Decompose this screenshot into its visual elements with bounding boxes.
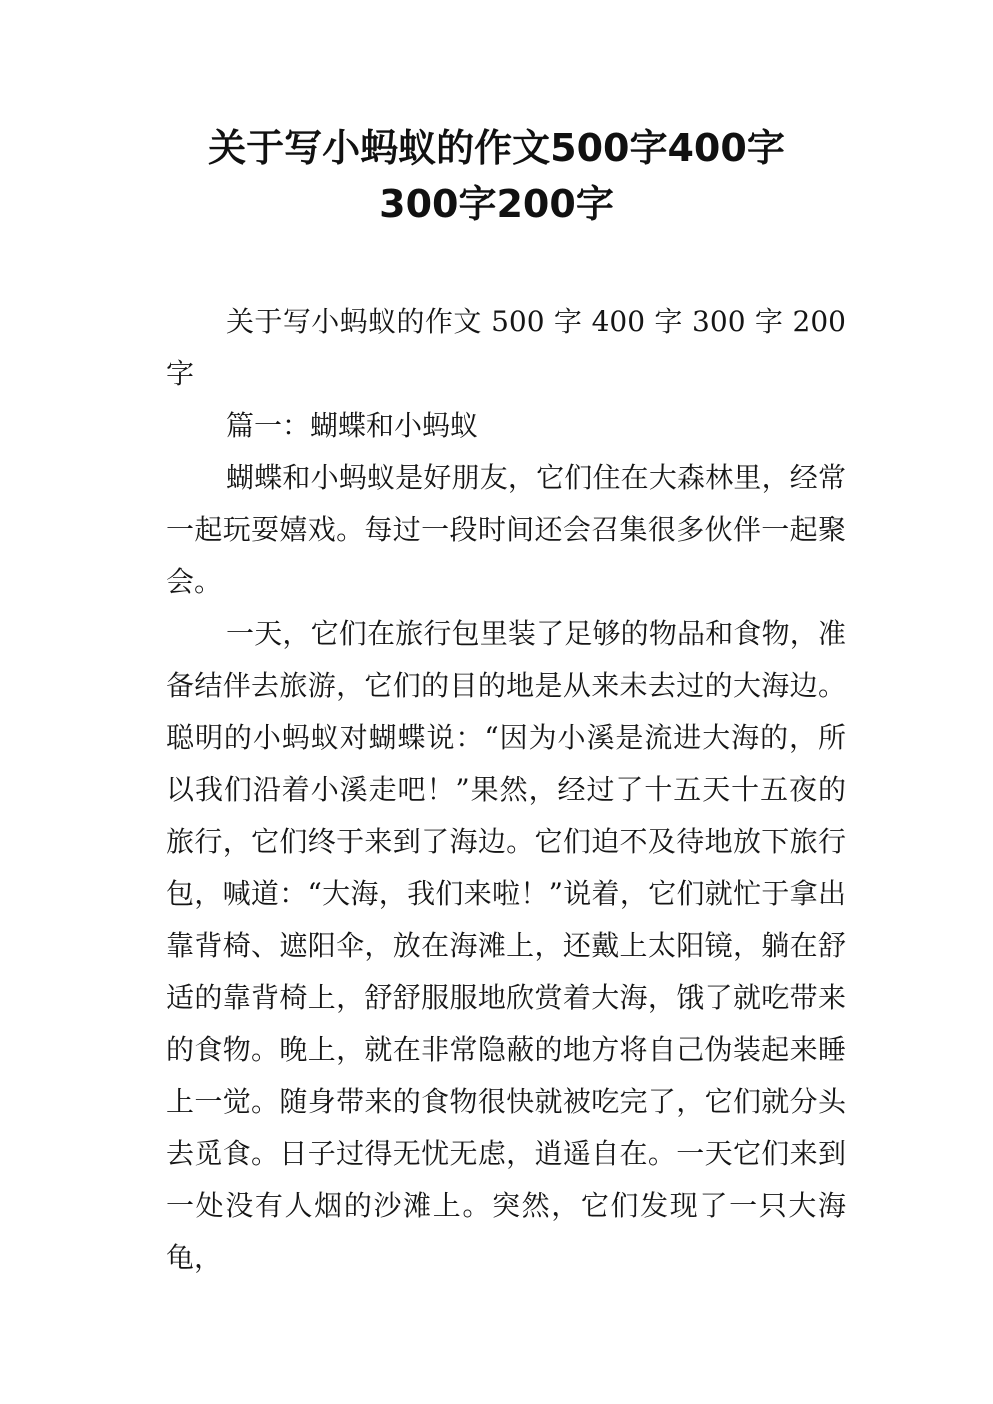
paragraph-heading: 关于写小蚂蚁的作文 500 字 400 字 300 字 200 字: [166, 305, 846, 390]
paragraph: 一天，它们在旅行包里装了足够的物品和食物，准备结伴去旅游，它们的目的地是从来未去过的大海边。聪明的小蚂蚁对蝴蝶说：“因为小溪是流进大海的，所以我们沿着小溪走吧！”果然，经过了十五天十五夜的旅行，它们终于来到了海边。它们迫不及待地放下旅行包，喊道：“大海，我们来啦！”说着，它们就忙于拿出靠背椅、遮阳伞，放在海滩上，还戴上太阳镜，躺在舒适的靠背椅上，舒舒服服地欣赏着大海，饿了就吃带来的食物。晚上，就在非常隐蔽的地方将自己伪装起来睡上一觉。随身带来的食物很快就被吃完了，它们就分头去觅食。日子过得无忧无虑，逍遥自在。一天它们来到一处没有人烟的沙滩上。突然，它们发现了一只大海龟，: [166, 617, 846, 1274]
title-line-2: 300字200字: [379, 182, 614, 226]
paragraph: 蝴蝶和小蚂蚁是好朋友，它们住在大森林里，经常一起玩耍嬉戏。每过一段时间还会召集很多伙伴一起聚会。: [166, 461, 846, 598]
section-title: 篇一：蝴蝶和小蚂蚁: [226, 409, 479, 442]
document-title: [150, 120, 843, 232]
document-body: [166, 296, 846, 1284]
title-line-1: 关于写小蚂蚁的作文500字400字: [208, 126, 785, 170]
